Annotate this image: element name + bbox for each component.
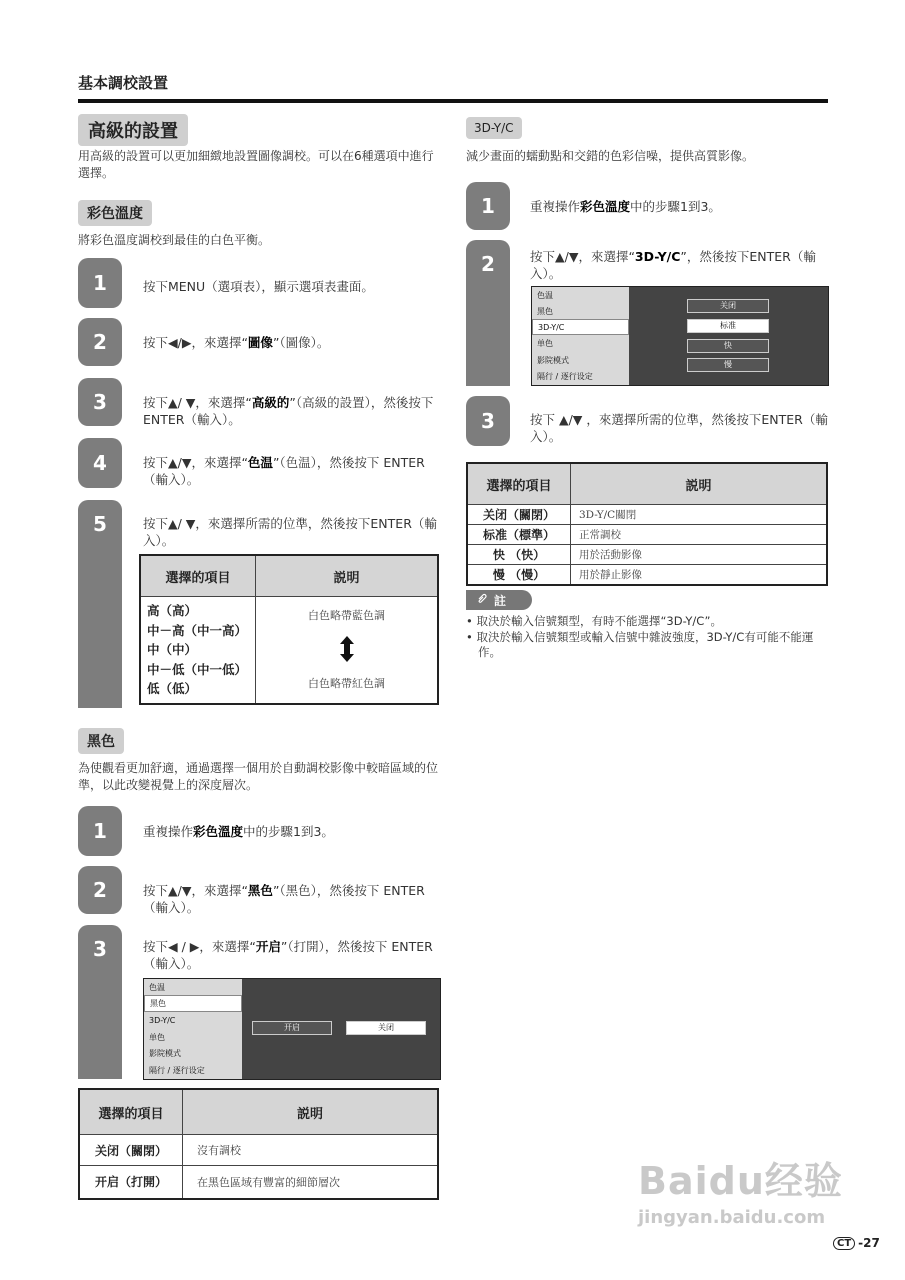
step-bar: [78, 546, 122, 708]
list-item: 中－高（中一高）: [147, 622, 248, 638]
menu-item[interactable]: 单色: [537, 339, 553, 348]
up-down-arrow-icon: [257, 623, 436, 675]
table-row: [79, 1135, 438, 1166]
menu-item[interactable]: 色温: [537, 290, 553, 300]
paperclip-icon: [476, 593, 488, 608]
step-text: 按下▲/ ▼，來選擇所需的位準，然後按下ENTER（輸入）。: [143, 516, 437, 548]
black-desc: 為使觀看更加舒適，通過選擇一個用於自動調校影像中較暗區域的位準，以此改變視覺上的深度層次。: [78, 761, 439, 792]
option-button[interactable]: 关闭: [687, 299, 769, 313]
menu-list: [532, 287, 629, 385]
step-number: 1: [78, 806, 122, 856]
color-temp-table: [139, 554, 439, 705]
section-title-color-temp: 彩色溫度: [78, 200, 152, 226]
table-cell: 正常調校: [571, 525, 828, 545]
watermark-logo: Baidu经验: [638, 1159, 843, 1203]
3dyc-menu-screen: [531, 286, 829, 386]
option-button[interactable]: 快: [687, 339, 769, 353]
table-header: 選擇的項目: [140, 555, 256, 597]
note-list: [466, 614, 831, 661]
step-number: 1: [466, 182, 510, 230]
list-item: 高（高）: [147, 603, 198, 618]
step-number: 3: [78, 925, 122, 973]
step-number: 1: [78, 258, 122, 308]
step-text: 重複操作彩色溫度中的步驟1到3。: [530, 199, 721, 214]
list-item: 中－低（中一低）: [147, 661, 248, 677]
menu-item[interactable]: 单色: [149, 1032, 165, 1042]
step-text: 按下◀ / ▶，來選擇“开启”（打開），然後按下 ENTER（輸入）。: [143, 939, 433, 971]
table-cell: 标准（標準）: [467, 525, 571, 545]
section-title-black: 黑色: [78, 728, 124, 754]
table-cell: 开启（打開）: [79, 1166, 183, 1199]
step-text: 重複操作彩色溫度中的步驟1到3。: [143, 824, 334, 839]
page-number-value: -27: [858, 1236, 880, 1250]
menu-item[interactable]: 影院模式: [149, 1049, 181, 1058]
advanced-intro: 用高級的設置可以更加細緻地設置圖像調校。可以在6種選項中進行選擇。: [78, 149, 434, 180]
menu-item-selected[interactable]: 黑色: [144, 995, 242, 1012]
step-number: 3: [466, 396, 510, 446]
step-text: 按下▲/▼，來選擇“色温”（色温），然後按下 ENTER（輸入）。: [143, 455, 425, 487]
step-number: 3: [78, 378, 122, 426]
black-table: [78, 1088, 439, 1200]
option-button-selected[interactable]: 关闭: [346, 1021, 426, 1035]
page-header-title: 基本調校設置: [78, 74, 169, 92]
note-tag: [466, 590, 532, 610]
list-item: • 取決於輸入信號類型或輸入信號中雜波強度，3D-Y/C有可能不能運作。: [466, 630, 814, 659]
list-item: • 取決於輸入信號類型，有時不能選擇“3D-Y/C”。: [466, 614, 722, 628]
table-row: [467, 505, 827, 525]
list-item: 中（中）: [147, 642, 198, 657]
menu-list: [144, 979, 242, 1079]
desc-top: 白色略帶藍色調: [308, 609, 385, 622]
step-bar: [78, 971, 122, 1079]
table-cell: 用於靜止影像: [571, 565, 828, 586]
section-title-advanced: 高級的設置: [78, 114, 188, 146]
step-text: 按下▲/ ▼，來選擇“高級的”（高級的設置），然後按下 ENTER（輸入）。: [143, 395, 434, 427]
step-text: 按下◀/▶，來選擇“圖像”（圖像）。: [143, 335, 330, 350]
list-item: 低（低）: [147, 681, 198, 696]
table-cell: 3D-Y/C關閉: [571, 505, 828, 525]
level-desc: [256, 597, 439, 705]
menu-item[interactable]: 影院模式: [537, 355, 569, 365]
table-cell: 用於活動影像: [571, 545, 828, 565]
step-number: 5: [78, 500, 122, 548]
menu-item[interactable]: 色温: [149, 982, 165, 992]
black-menu-screen: [143, 978, 441, 1080]
menu-options: [242, 979, 440, 1079]
step-text: 按下▲/▼，來選擇“3D-Y/C”，然後按下ENTER（輸入）。: [530, 249, 816, 281]
menu-item[interactable]: 黑色: [537, 306, 553, 316]
3dyc-desc: 減少畫面的蠕動點和交錯的色彩信噪，提供高質影像。: [466, 149, 755, 163]
table-header: 選擇的項目: [79, 1089, 183, 1135]
option-button-selected[interactable]: 标准: [687, 319, 769, 333]
option-button[interactable]: 开启: [252, 1021, 332, 1035]
baidu-watermark: [638, 1150, 843, 1228]
table-cell: 在黑色區域有豐富的細節層次: [183, 1166, 439, 1199]
table-cell: 关闭（關閉）: [467, 505, 571, 525]
step-number: 4: [78, 438, 122, 488]
step-text: 按下▲/▼，來選擇“黑色”（黑色），然後按下 ENTER（輸入）。: [143, 883, 425, 915]
table-row: [79, 1166, 438, 1199]
menu-item-selected[interactable]: 3D-Y/C: [532, 319, 629, 335]
table-row: [467, 525, 827, 545]
step-number: 2: [78, 318, 122, 366]
step-number: 2: [78, 866, 122, 914]
table-row: [467, 545, 827, 565]
menu-item[interactable]: 隔行 / 逐行设定: [149, 1065, 205, 1075]
table-header: 説明: [571, 463, 828, 505]
step-number: 2: [466, 240, 510, 288]
table-cell: 快 （快）: [467, 545, 571, 565]
menu-options: [629, 287, 828, 385]
table-row: [467, 565, 827, 586]
step-text: 按下MENU（選項表），顯示選項表畫面。: [143, 279, 374, 294]
step-text: 按下 ▲/▼ ，來選擇所需的位準，然後按下ENTER（輸入）。: [530, 412, 828, 444]
watermark-url: jingyan.baidu.com: [638, 1207, 826, 1228]
table-header: 説明: [256, 555, 439, 597]
header-rule: [78, 99, 828, 103]
page-number: [833, 1236, 880, 1250]
option-button[interactable]: 慢: [687, 358, 769, 372]
menu-item[interactable]: 隔行 / 逐行设定: [537, 372, 593, 381]
section-title-3dyc: 3D-Y/C: [466, 117, 522, 139]
table-cell: 关闭（關閉）: [79, 1135, 183, 1166]
color-temp-desc: 將彩色溫度調校到最佳的白色平衡。: [78, 233, 271, 247]
table-header: 説明: [183, 1089, 439, 1135]
table-cell: 沒有調校: [183, 1135, 439, 1166]
region-badge: CT: [833, 1237, 855, 1250]
level-list: [140, 597, 256, 705]
desc-bottom: 白色略帶紅色調: [308, 677, 385, 690]
menu-item[interactable]: 3D-Y/C: [149, 1016, 176, 1025]
3dyc-table: [466, 462, 828, 586]
note-label: 註: [494, 593, 507, 608]
table-cell: 慢 （慢）: [467, 565, 571, 586]
step-bar: [466, 286, 510, 386]
table-header: 選擇的項目: [467, 463, 571, 505]
